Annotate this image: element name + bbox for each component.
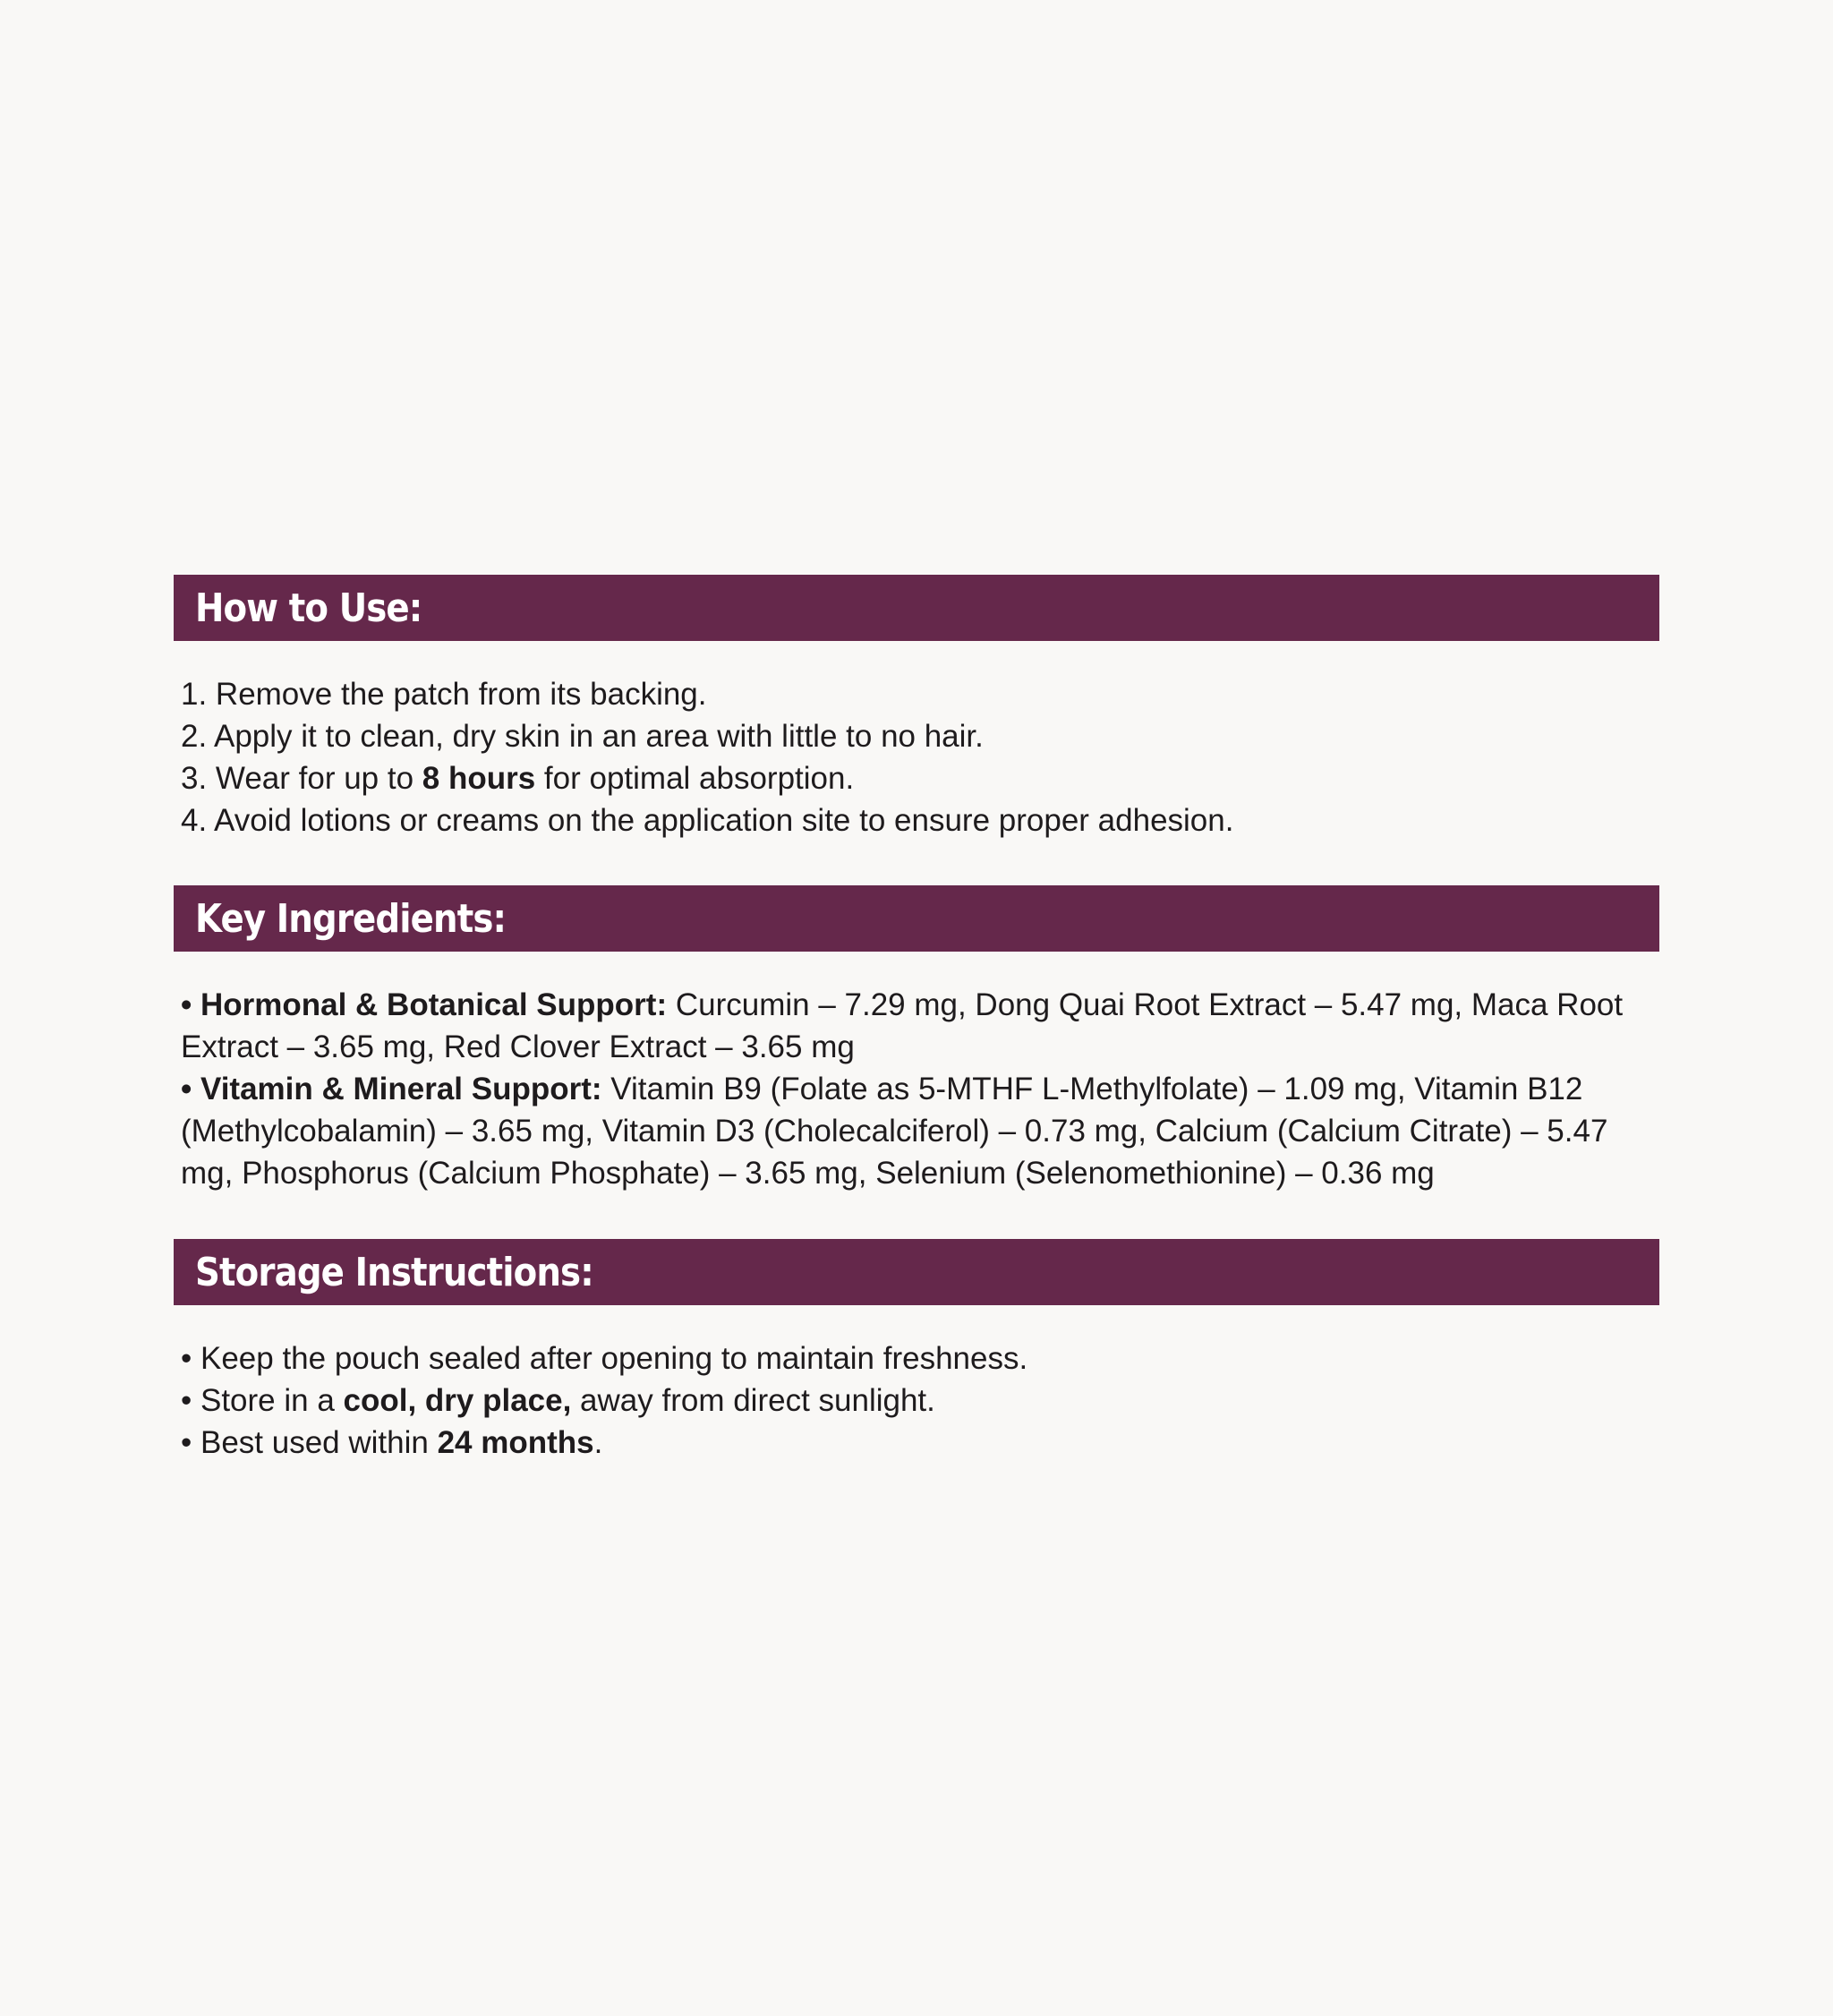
ingredient-group — [181, 984, 1659, 1068]
step-item — [181, 757, 1659, 799]
storage-emphasis: cool, dry place, — [343, 1383, 572, 1418]
storage-text: . — [593, 1425, 603, 1460]
how-to-use-header — [174, 575, 1659, 641]
storage-item — [181, 1380, 1659, 1422]
ingredient-group-text: Vitamin B9 (Folate as 5-MTHF L-Methylfolate) – 1.09 mg, Vitamin B12 (Methylcobalamin) – 3.65 mg, Vitamin D3 (Cholecalciferol) – 0.73 mg, Calcium (Calcium Citrate) – 5.47 mg, Phosphorus (Calcium Phosphate) – 3.65 mg, Selenium (Selenomethionine) – 0.36 mg — [181, 1072, 1608, 1191]
ingredient-group-label: • Hormonal & Botanical Support: — [181, 987, 668, 1022]
storage-emphasis: 24 months — [437, 1425, 594, 1460]
step-emphasis: 8 hours — [422, 761, 536, 796]
storage-text: away from direct sunlight. — [571, 1383, 935, 1418]
key-ingredients-header — [174, 885, 1659, 952]
key-ingredients-list — [174, 984, 1659, 1194]
step-text: for optimal absorption. — [535, 761, 855, 796]
step-text: 3. Wear for up to — [181, 761, 422, 796]
ingredient-group — [181, 1068, 1659, 1194]
key-ingredients-title: Key Ingredients: — [195, 895, 507, 942]
storage-item: • Keep the pouch sealed after opening to maintain freshness. — [181, 1341, 1028, 1376]
storage-text: • Best used within — [181, 1425, 438, 1460]
how-to-use-title: How to Use: — [195, 585, 422, 631]
step-item: 4. Avoid lotions or creams on the application site to ensure proper adhesion. — [181, 803, 1234, 838]
ingredient-group-label: • Vitamin & Mineral Support: — [181, 1072, 602, 1106]
step-item: 1. Remove the patch from its backing. — [181, 677, 707, 712]
storage-header — [174, 1239, 1659, 1305]
how-to-use-steps — [174, 673, 1659, 841]
storage-item — [181, 1422, 1659, 1464]
ingredient-group-text: Curcumin – 7.29 mg, Dong Quai Root Extract – 5.47 mg, Maca Root Extract – 3.65 mg, Red Clover Extract – 3.65 mg — [181, 987, 1624, 1064]
storage-title: Storage Instructions: — [195, 1249, 593, 1295]
step-item: 2. Apply it to clean, dry skin in an area with little to no hair. — [181, 719, 984, 754]
storage-list — [174, 1337, 1659, 1464]
storage-text: • Store in a — [181, 1383, 344, 1418]
product-info — [174, 575, 1659, 1464]
